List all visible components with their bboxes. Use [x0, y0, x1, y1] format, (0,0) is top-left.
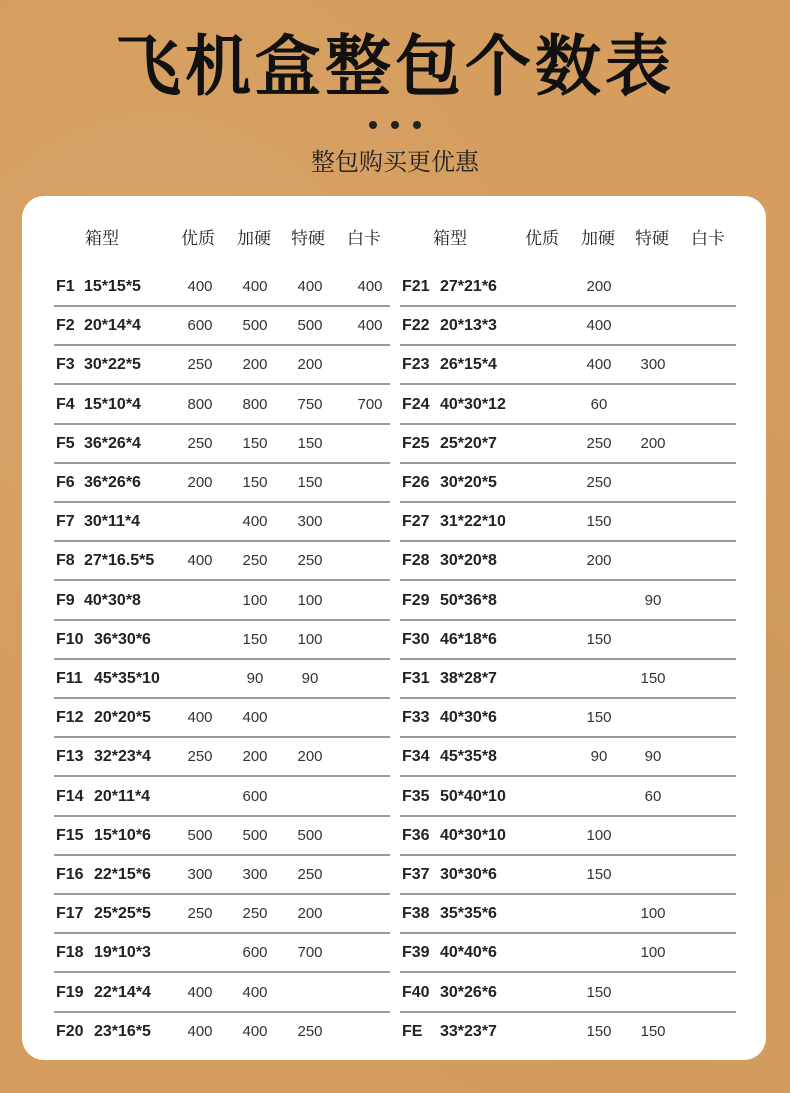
- quantity-value: 150: [242, 435, 268, 452]
- dot-icon: [391, 121, 399, 129]
- box-code: F14: [56, 788, 84, 805]
- row-divider: [54, 423, 390, 425]
- quantity-value: 60: [644, 788, 662, 805]
- box-code: F15: [56, 827, 84, 844]
- quantity-value: 500: [297, 827, 323, 844]
- box-size: 20*11*4: [94, 788, 151, 805]
- quantity-value: 250: [187, 905, 213, 922]
- quantity-value: 150: [297, 435, 323, 452]
- quantity-value: 400: [586, 356, 612, 373]
- row-divider: [54, 971, 390, 973]
- box-size: 27*16.5*5: [84, 552, 155, 569]
- row-divider: [400, 305, 736, 307]
- column-header: 优质: [181, 229, 215, 249]
- box-code: F24: [402, 396, 430, 413]
- box-code: FE: [402, 1023, 423, 1040]
- quantity-value: 250: [586, 474, 612, 491]
- box-size: 20*20*5: [94, 709, 151, 726]
- row-divider: [54, 540, 390, 542]
- quantity-value: 400: [242, 984, 268, 1001]
- box-code: F13: [56, 748, 84, 765]
- box-code: F11: [56, 670, 83, 687]
- row-divider: [400, 501, 736, 503]
- row-divider: [54, 893, 390, 895]
- quantity-value: 90: [301, 670, 319, 687]
- quantity-value: 700: [297, 944, 323, 961]
- quantity-value: 150: [586, 709, 612, 726]
- column-header: 白卡: [347, 229, 381, 249]
- box-size: 45*35*8: [440, 748, 497, 765]
- box-code: F3: [56, 356, 75, 373]
- decorative-dots: [0, 121, 790, 129]
- box-code: F27: [402, 513, 430, 530]
- column-header: 特硬: [291, 229, 325, 249]
- box-code: F10: [56, 631, 84, 648]
- quantity-value: 100: [242, 592, 268, 609]
- quantity-value: 150: [242, 474, 268, 491]
- box-code: F37: [402, 866, 430, 883]
- quantity-value: 60: [590, 396, 608, 413]
- quantity-value: 600: [242, 788, 268, 805]
- quantity-value: 200: [586, 278, 612, 295]
- box-code: F8: [56, 552, 75, 569]
- row-divider: [54, 775, 390, 777]
- box-size: 15*15*5: [84, 278, 141, 295]
- quantity-value: 400: [357, 317, 383, 334]
- page-subtitle: 整包购买更优惠: [311, 148, 479, 176]
- column-header: 特硬: [635, 229, 669, 249]
- box-code: F33: [402, 709, 430, 726]
- quantity-value: 250: [187, 435, 213, 452]
- quantity-value: 100: [640, 905, 666, 922]
- row-divider: [400, 579, 736, 581]
- row-divider: [54, 501, 390, 503]
- quantity-value: 150: [586, 631, 612, 648]
- quantity-value: 400: [242, 278, 268, 295]
- quantity-value: 400: [187, 1023, 213, 1040]
- box-size: 36*30*6: [94, 631, 151, 648]
- page-title: 飞机盒整包个数表: [115, 28, 675, 105]
- box-code: F26: [402, 474, 430, 491]
- box-size: 30*20*5: [440, 474, 497, 491]
- box-code: F5: [56, 435, 75, 452]
- box-size: 31*22*10: [440, 513, 506, 530]
- row-divider: [400, 815, 736, 817]
- quantity-value: 400: [357, 278, 383, 295]
- box-size: 25*25*5: [94, 905, 151, 922]
- box-size: 36*26*6: [84, 474, 141, 491]
- quantity-value: 250: [297, 552, 323, 569]
- box-size: 27*21*6: [440, 278, 497, 295]
- box-size: 35*35*6: [440, 905, 497, 922]
- quantity-value: 90: [590, 748, 608, 765]
- quantity-value: 200: [586, 552, 612, 569]
- quantity-value: 200: [242, 356, 268, 373]
- box-size: 30*30*6: [440, 866, 497, 883]
- row-divider: [54, 619, 390, 621]
- quantity-value: 400: [187, 278, 213, 295]
- row-divider: [54, 462, 390, 464]
- box-size: 30*20*8: [440, 552, 497, 569]
- quantity-value: 150: [297, 474, 323, 491]
- box-code: F21: [402, 278, 430, 295]
- box-size: 19*10*3: [94, 944, 151, 961]
- column-header: 加硬: [237, 229, 271, 249]
- row-divider: [400, 697, 736, 699]
- quantity-value: 250: [242, 552, 268, 569]
- quantity-value: 750: [297, 396, 323, 413]
- quantity-value: 90: [644, 748, 662, 765]
- column-header: 白卡: [691, 229, 725, 249]
- quantity-value: 150: [242, 631, 268, 648]
- box-size: 30*11*4: [84, 513, 141, 530]
- row-divider: [400, 854, 736, 856]
- row-divider: [54, 579, 390, 581]
- row-divider: [54, 736, 390, 738]
- row-divider: [54, 932, 390, 934]
- column-header: 箱型: [433, 229, 467, 249]
- row-divider: [400, 344, 736, 346]
- quantity-value: 600: [242, 944, 268, 961]
- box-size: 30*22*5: [84, 356, 141, 373]
- quantity-value: 90: [246, 670, 264, 687]
- quantity-value: 250: [297, 866, 323, 883]
- row-divider: [400, 736, 736, 738]
- quantity-value: 300: [242, 866, 268, 883]
- box-code: F38: [402, 905, 430, 922]
- box-size: 25*20*7: [440, 435, 497, 452]
- row-divider: [400, 658, 736, 660]
- row-divider: [54, 697, 390, 699]
- quantity-value: 500: [242, 317, 268, 334]
- row-divider: [54, 305, 390, 307]
- box-size: 22*14*4: [94, 984, 151, 1001]
- box-code: F23: [402, 356, 430, 373]
- quantity-value: 500: [187, 827, 213, 844]
- quantity-value: 300: [297, 513, 323, 530]
- box-code: F25: [402, 435, 430, 452]
- box-code: F30: [402, 631, 430, 648]
- row-divider: [400, 932, 736, 934]
- row-divider: [400, 893, 736, 895]
- box-code: F31: [402, 670, 430, 687]
- quantity-value: 200: [297, 356, 323, 373]
- quantity-value: 250: [242, 905, 268, 922]
- quantity-value: 300: [640, 356, 666, 373]
- box-code: F35: [402, 788, 430, 805]
- box-size: 46*18*6: [440, 631, 497, 648]
- box-size: 40*30*12: [440, 396, 506, 413]
- quantity-value: 250: [187, 748, 213, 765]
- box-code: F20: [56, 1023, 84, 1040]
- row-divider: [54, 854, 390, 856]
- dot-icon: [369, 121, 377, 129]
- row-divider: [400, 619, 736, 621]
- box-code: F17: [56, 905, 84, 922]
- row-divider: [54, 815, 390, 817]
- box-code: F19: [56, 984, 84, 1001]
- quantity-value: 150: [586, 513, 612, 530]
- box-size: 45*35*10: [94, 670, 160, 687]
- quantity-value: 500: [297, 317, 323, 334]
- row-divider: [400, 775, 736, 777]
- box-code: F18: [56, 944, 84, 961]
- quantity-value: 90: [644, 592, 662, 609]
- quantity-value: 100: [586, 827, 612, 844]
- box-size: 40*40*6: [440, 944, 497, 961]
- quantity-value: 500: [242, 827, 268, 844]
- dot-icon: [413, 121, 421, 129]
- row-divider: [400, 540, 736, 542]
- box-code: F1: [56, 278, 75, 295]
- box-size: 38*28*7: [440, 670, 497, 687]
- row-divider: [54, 383, 390, 385]
- quantity-value: 400: [242, 709, 268, 726]
- quantity-value: 700: [357, 396, 383, 413]
- box-code: F39: [402, 944, 430, 961]
- box-size: 15*10*6: [94, 827, 151, 844]
- box-code: F28: [402, 552, 430, 569]
- box-size: 40*30*6: [440, 709, 497, 726]
- box-size: 20*13*3: [440, 317, 497, 334]
- box-size: 36*26*4: [84, 435, 141, 452]
- column-header: 箱型: [85, 229, 119, 249]
- box-code: F40: [402, 984, 430, 1001]
- row-divider: [400, 1011, 736, 1013]
- box-code: F36: [402, 827, 430, 844]
- quantity-value: 150: [640, 1023, 666, 1040]
- box-code: F16: [56, 866, 84, 883]
- row-divider: [54, 344, 390, 346]
- column-header: 优质: [525, 229, 559, 249]
- row-divider: [54, 1011, 390, 1013]
- quantity-value: 250: [297, 1023, 323, 1040]
- quantity-value: 100: [297, 592, 323, 609]
- row-divider: [400, 971, 736, 973]
- quantity-value: 250: [586, 435, 612, 452]
- quantity-value: 800: [187, 396, 213, 413]
- quantity-value: 400: [187, 552, 213, 569]
- quantity-value: 150: [640, 670, 666, 687]
- column-header: 加硬: [581, 229, 615, 249]
- box-code: F7: [56, 513, 75, 530]
- box-size: 40*30*10: [440, 827, 506, 844]
- box-code: F34: [402, 748, 430, 765]
- row-divider: [400, 462, 736, 464]
- quantity-value: 150: [586, 984, 612, 1001]
- quantity-value: 800: [242, 396, 268, 413]
- quantity-value: 200: [297, 905, 323, 922]
- box-size: 40*30*8: [84, 592, 141, 609]
- quantity-value: 200: [242, 748, 268, 765]
- quantity-value: 400: [242, 513, 268, 530]
- row-divider: [400, 383, 736, 385]
- quantity-value: 100: [297, 631, 323, 648]
- quantity-value: 300: [187, 866, 213, 883]
- box-code: F4: [56, 396, 75, 413]
- box-size: 50*40*10: [440, 788, 506, 805]
- box-size: 22*15*6: [94, 866, 151, 883]
- quantity-value: 400: [297, 278, 323, 295]
- quantity-value: 400: [187, 984, 213, 1001]
- quantity-value: 400: [242, 1023, 268, 1040]
- box-code: F9: [56, 592, 75, 609]
- quantity-value: 200: [187, 474, 213, 491]
- box-size: 32*23*4: [94, 748, 151, 765]
- row-divider: [54, 658, 390, 660]
- box-size: 33*23*7: [440, 1023, 497, 1040]
- box-size: 15*10*4: [84, 396, 141, 413]
- quantity-value: 400: [187, 709, 213, 726]
- quantity-value: 400: [586, 317, 612, 334]
- quantity-value: 200: [640, 435, 666, 452]
- quantity-value: 600: [187, 317, 213, 334]
- box-code: F2: [56, 317, 75, 334]
- quantity-value: 250: [187, 356, 213, 373]
- box-size: 26*15*4: [440, 356, 497, 373]
- box-size: 30*26*6: [440, 984, 497, 1001]
- box-size: 50*36*8: [440, 592, 497, 609]
- quantity-value: 150: [586, 866, 612, 883]
- box-code: F29: [402, 592, 430, 609]
- row-divider: [400, 423, 736, 425]
- box-code: F6: [56, 474, 75, 491]
- box-code: F22: [402, 317, 430, 334]
- quantity-value: 200: [297, 748, 323, 765]
- box-size: 20*14*4: [84, 317, 141, 334]
- box-size: 23*16*5: [94, 1023, 151, 1040]
- box-code: F12: [56, 709, 84, 726]
- quantity-value: 150: [586, 1023, 612, 1040]
- quantity-value: 100: [640, 944, 666, 961]
